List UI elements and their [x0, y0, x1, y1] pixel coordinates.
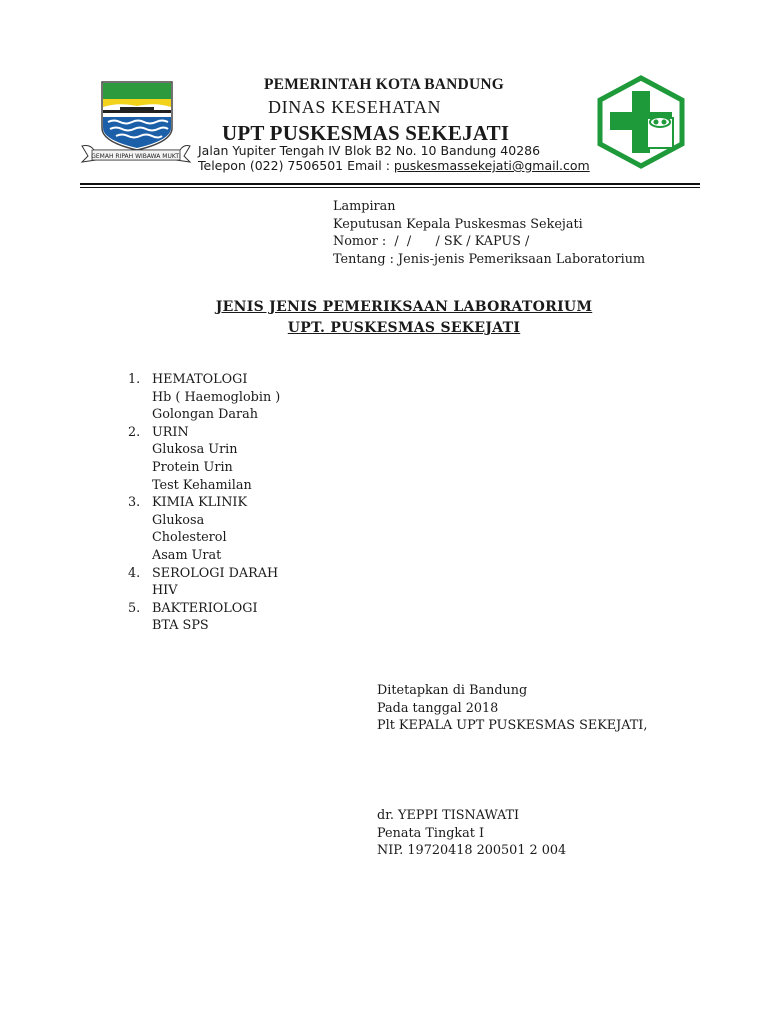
exam-category-name: HEMATOLOGI [152, 372, 248, 387]
exam-category [128, 371, 280, 389]
email-link[interactable]: puskesmassekejati@gmail.com [393, 158, 590, 173]
letterhead-organization: UPT PUSKESMAS SEKEJATI [222, 121, 510, 145]
exam-category-number: 3. [128, 495, 141, 511]
exam-item: Asam Urat [152, 547, 222, 563]
exam-item: HIV [152, 583, 178, 599]
exam-item: Cholesterol [152, 530, 227, 546]
bandung-crest-logo [80, 80, 192, 166]
phone-text: Telepon (022) 7506501 Email : [198, 158, 394, 173]
exam-category [128, 600, 280, 618]
exam-item: Glukosa [152, 512, 205, 528]
exam-category-number: 1. [128, 372, 141, 387]
exam-category-name: URIN [152, 424, 189, 440]
exam-item: Protein Urin [152, 459, 233, 475]
signature-place: Ditetapkan di Bandung [377, 683, 528, 698]
document-subtitle: UPT. PUSKESMAS SEKEJATI [287, 320, 521, 336]
attachment-decree: Keputusan Kepala Puskesmas Sekejati [333, 216, 583, 232]
exam-item: Hb ( Haemoglobin ) [152, 389, 281, 405]
attachment-block [333, 198, 645, 268]
signature-date: Pada tanggal 2018 [377, 700, 499, 716]
signatory-block [377, 807, 566, 860]
document-title: JENIS JENIS PEMERIKSAAN LABORATORIUM [215, 299, 593, 315]
signature-position: Plt KEPALA UPT PUSKESMAS SEKEJATI, [377, 718, 648, 734]
exam-item: Glukosa Urin [152, 442, 238, 458]
exam-category [128, 424, 280, 442]
attachment-number: Nomor : / / / SK / KAPUS / [333, 234, 530, 250]
exam-category-number: 5. [128, 600, 141, 616]
phone-line [198, 158, 590, 173]
exam-item: Golongan Darah [152, 407, 258, 423]
letterhead-contact [198, 143, 590, 173]
signatory-rank: Penata Tingkat I [377, 825, 485, 841]
address-line: Jalan Yupiter Tengah IV Blok B2 No. 10 Bandung 40286 [198, 143, 541, 158]
signature-block [377, 682, 647, 735]
letterhead-rule-thick [80, 183, 700, 185]
crest-ribbon-text: GEMAH RIPAH WIBAWA MUKTI [91, 153, 181, 160]
exam-item: Test Kehamilan [152, 477, 252, 493]
attachment-subject: Tentang : Jenis-jenis Pemeriksaan Laboratorium [333, 251, 646, 267]
signatory-nip: NIP. 19720418 200501 2 004 [377, 843, 567, 859]
exam-category-number: 2. [128, 424, 141, 440]
exam-category-name: BAKTERIOLOGI [152, 600, 258, 616]
letterhead-rule-thin [80, 187, 700, 188]
exam-category [128, 494, 280, 512]
letterhead-department: DINAS KESEHATAN [268, 97, 442, 117]
exam-category [128, 565, 280, 583]
signatory-name: dr. YEPPI TISNAWATI [377, 808, 520, 823]
exam-list [128, 371, 280, 635]
letterhead-government: PEMERINTAH KOTA BANDUNG [264, 76, 504, 93]
exam-item: BTA SPS [152, 618, 209, 634]
exam-category-name: SEROLOGI DARAH [152, 565, 279, 581]
attachment-label: Lampiran [333, 199, 396, 214]
exam-category-name: KIMIA KLINIK [152, 495, 248, 511]
puskesmas-logo [594, 75, 688, 169]
exam-category-number: 4. [128, 565, 141, 581]
